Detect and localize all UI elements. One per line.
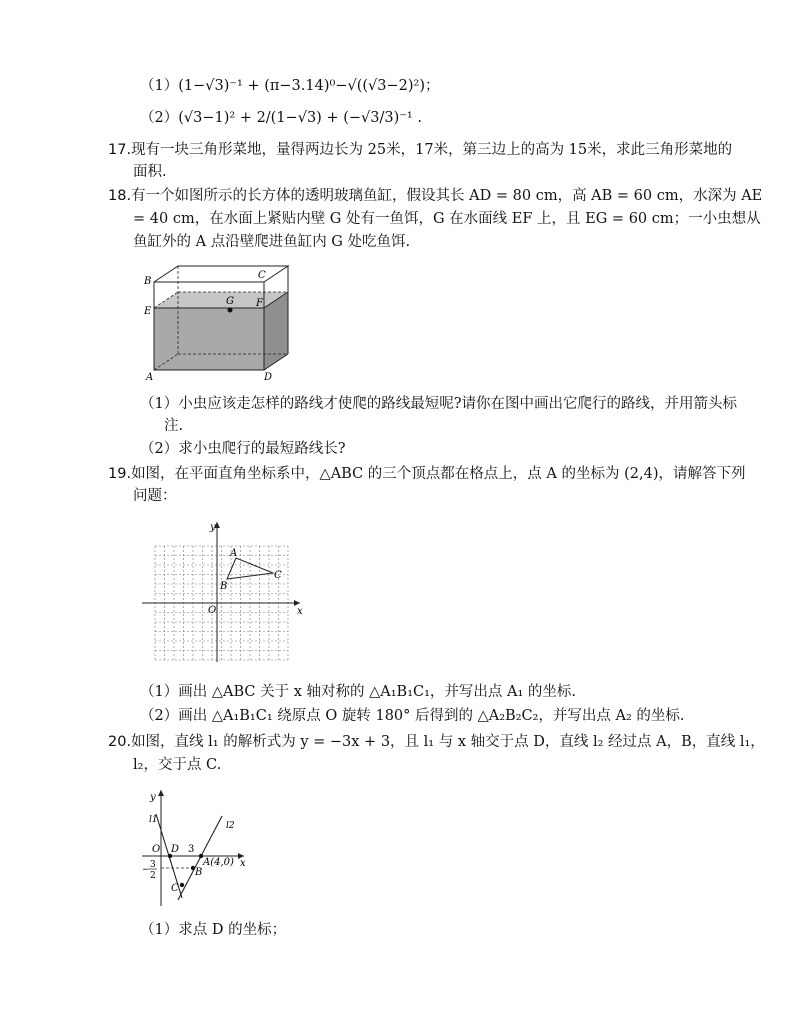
q20-number: 20. [108,734,132,750]
q19-sub1 [140,682,576,702]
q16-item1-expr: (1−√3)⁻¹ + (π−3.14)⁰−√((√3−2)²)； [178,78,440,94]
label-d: D [171,844,180,855]
q18-line1 [108,186,762,206]
label-a: A [230,548,238,559]
q19-sub1-prefix: （1） [140,684,179,700]
label-y: y [210,522,216,533]
q20-sub1 [140,920,286,940]
point-c [180,883,184,887]
label-neg: − [142,865,150,875]
q20-sub1-prefix: （1） [140,922,179,938]
q19-sub1-text: 画出 △ABC 关于 x 轴对称的 △A₁B₁C₁，并写出点 A₁ 的坐标. [178,684,577,700]
label-frac-den: 2 [150,871,156,881]
label-d: D [264,372,273,383]
q19-sub2-prefix: （2） [140,708,179,724]
q17-number: 17. [108,142,132,158]
label-c: C [171,883,179,894]
label-x: x [240,858,246,869]
label-f: F [256,298,263,309]
q18-number: 18. [108,188,132,204]
q16-item2 [140,108,422,128]
label-o: O [208,605,217,616]
q18-line2: = 40 cm，在水面上紧贴内壁 G 处有一鱼饵，G 在水面线 EF 上，且 EG = 60 cm；一小虫想从 [133,211,761,227]
lines-figure [140,786,252,912]
q20-line2: l₂，交于点 C. [133,757,222,773]
label-y: y [150,792,156,803]
q20-text-line1: 如图，直线 l₁ 的解析式为 y = −3x + 3，且 l₁ 与 x 轴交于点 D，直线 l₂ 经过点 A，B，直线 l₁， [131,734,765,750]
q16-item2-prefix: （2） [140,110,179,126]
label-c: C [274,570,282,581]
label-l1-text: l1 [149,815,158,825]
label-a: A [146,372,154,383]
label-frac-num: 3 [150,860,156,870]
tank-top-back [154,266,288,282]
label-b: B [220,581,228,592]
coordinate-grid-figure [140,518,306,664]
q18-line3: 鱼缸外的 A 点沿壁爬进鱼缸内 G 处吃鱼饵. [133,234,411,250]
q18-sub1-line2: 注. [164,418,184,434]
label-o: O [152,844,161,855]
label-e: E [144,306,152,317]
label-b: B [195,867,203,878]
q19-line2: 问题： [133,488,177,504]
q18-sub2-prefix: （2） [140,441,179,457]
q16-item1 [140,76,439,96]
fish-tank-figure [140,258,300,384]
label-c: C [258,270,266,281]
q18-sub1-text: 小虫应该走怎样的路线才使爬的路线最短呢?请你在图中画出它爬行的路线，并用箭头标 [178,396,738,412]
q18-sub1-prefix: （1） [140,396,179,412]
q19-number: 19. [108,466,132,482]
label-l2 [226,821,235,831]
label-l2-text: l2 [226,821,235,831]
label-x: x [297,606,303,617]
q18-sub2 [140,439,346,459]
label-l1 [149,815,158,825]
q17-line1 [108,140,732,160]
q18-sub1-line1 [140,394,737,414]
q17-line2: 面积. [133,164,167,180]
q20-sub1-text: 求点 D 的坐标； [178,922,287,938]
q19-line1 [108,464,745,484]
q18-sub2-text: 求小虫爬行的最短路线长? [178,441,346,457]
water-front [154,308,264,370]
q19-sub2-text: 画出 △A₁B₁C₁ 绕原点 O 旋转 180° 后得到的 △A₂B₂C₂，并写出点 A₂ 的坐标. [178,708,685,724]
q17-text-line1: 现有一块三角形菜地，量得两边长为 25米，17米，第三边上的高为 15米，求此三角形菜地的 [131,142,733,158]
label-g: G [226,296,234,307]
q19-text-line1: 如图，在平面直角坐标系中，△ABC 的三个顶点都在格点上，点 A 的坐标为 (2,4)，请解答下列 [131,466,746,482]
q18-text-line1: 有一个如图所示的长方体的透明玻璃鱼缸，假设其长 AD = 80 cm，高 AB = 60 cm，水深为 AE [131,188,763,204]
label-three: 3 [188,844,195,855]
q19-sub2 [140,706,685,726]
triangle-abc [227,558,273,579]
y-axis-arrow [158,790,164,796]
q20-line1 [108,732,765,752]
label-a: A(4,0) [203,857,234,868]
q16-item1-prefix: （1） [140,78,179,94]
q16-item2-expr: (√3−1)² + 2/(1−√3) + (−√3/3)⁻¹ . [178,110,422,126]
label-b: B [144,276,152,287]
bait-point-g [228,308,233,313]
